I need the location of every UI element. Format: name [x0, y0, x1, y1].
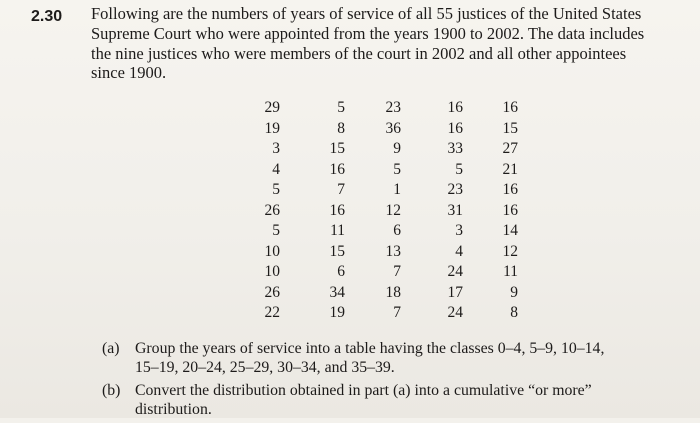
- table-cell: 26: [264, 283, 280, 301]
- table-cell: 16: [502, 201, 518, 219]
- table-cell: 27: [502, 140, 518, 157]
- table-cell: 16: [329, 201, 345, 219]
- table-cell: 9: [510, 283, 518, 301]
- table-cell: 5: [393, 160, 401, 178]
- table-cell: 19: [329, 304, 345, 321]
- table-cell: 12: [385, 201, 401, 219]
- table-cell: 10: [264, 242, 280, 260]
- part-a-text: Group the years of service into a table having the classes 0–4, 5–9, 10–14, 15–19, 20–24, 25–29, 30–34, and 35–39.: [135, 340, 605, 376]
- table-cell: 36: [385, 119, 401, 137]
- table-cell: 16: [447, 99, 463, 116]
- table-cell: 4: [455, 242, 463, 260]
- problem-number: 2.30: [31, 8, 63, 25]
- part-b-label: (b): [102, 382, 121, 399]
- table-cell: 5: [272, 181, 280, 198]
- table-cell: 24: [447, 263, 463, 280]
- data-table: [230, 98, 530, 330]
- table-cell: 16: [502, 99, 518, 116]
- table-cell: 33: [447, 140, 463, 157]
- table-cell: 15: [329, 242, 345, 260]
- table-cell: 5: [272, 222, 280, 239]
- table-cell: 24: [447, 304, 463, 321]
- table-cell: 8: [337, 119, 345, 137]
- table-cell: 5: [337, 99, 345, 116]
- table-cell: 26: [264, 201, 280, 219]
- table-cell: 16: [447, 119, 463, 137]
- problem-statement: Following are the numbers of years of service of all 55 justices of the United States Supreme Court who were appointed from the years 1900 to 2002. The data includes the nine justices who were members of the court in 2002 and all other appointees since 1900.: [91, 4, 645, 83]
- table-cell: 23: [447, 181, 463, 198]
- table-cell: 7: [393, 304, 401, 321]
- part-b-text: Convert the distribution obtained in part (a) into a cumulative “or more” distribution.: [135, 382, 592, 418]
- table-cell: 14: [502, 222, 518, 239]
- table-cell: 4: [272, 160, 280, 178]
- table-cell: 17: [447, 283, 463, 301]
- table-cell: 3: [272, 140, 280, 157]
- table-cell: 22: [264, 304, 280, 321]
- table-cell: 11: [330, 222, 345, 239]
- table-cell: 8: [510, 304, 518, 321]
- table-cell: 15: [329, 140, 345, 157]
- table-cell: 1: [393, 181, 401, 198]
- table-cell: 10: [264, 263, 280, 280]
- part-b: [102, 381, 692, 419]
- table-cell: 9: [393, 140, 401, 157]
- table-cell: 19: [264, 119, 280, 137]
- table-cell: 16: [329, 160, 345, 178]
- table-cell: 23: [385, 99, 401, 116]
- table-cell: 15: [502, 119, 518, 137]
- table-cell: 21: [502, 160, 518, 178]
- problem-parts: [102, 339, 692, 423]
- table-cell: 34: [329, 283, 345, 301]
- part-a: [102, 339, 692, 377]
- table-cell: 11: [503, 263, 518, 280]
- table-cell: 13: [385, 242, 401, 260]
- table-cell: 31: [447, 201, 463, 219]
- table-cell: 6: [337, 263, 345, 280]
- table-cell: 29: [264, 99, 280, 116]
- table-cell: 16: [502, 181, 518, 198]
- table-cell: 5: [455, 160, 463, 178]
- table-cell: 12: [502, 242, 518, 260]
- table-cell: 3: [455, 222, 463, 239]
- table-cell: 6: [393, 222, 401, 239]
- table-cell: 7: [393, 263, 401, 280]
- part-a-label: (a): [102, 340, 120, 357]
- table-cell: 7: [337, 181, 345, 198]
- table-cell: 18: [385, 283, 401, 301]
